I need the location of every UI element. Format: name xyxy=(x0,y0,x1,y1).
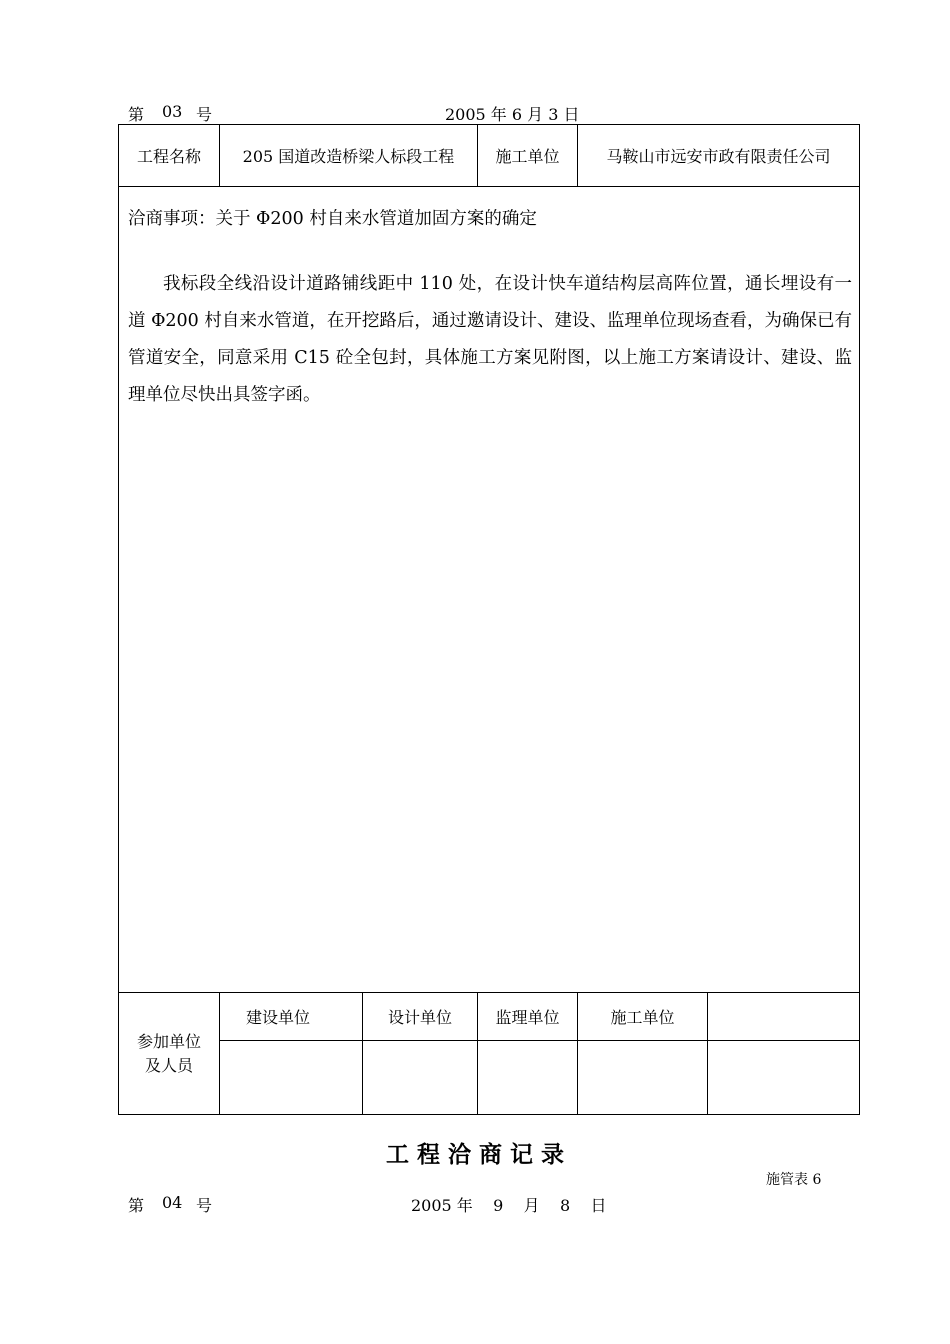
negotiation-subject: 洽商事项：关于 Φ200 村自来水管道加固方案的确定 xyxy=(128,209,537,229)
row-divider xyxy=(119,186,859,187)
participants-label-line2: 及人员 xyxy=(144,1055,193,1075)
signature-cell-contractor xyxy=(578,1041,707,1114)
party-header-designer: 设计单位 xyxy=(387,1008,452,1027)
project-name-label: 工程名称 xyxy=(136,147,201,166)
record-number: 04 xyxy=(162,1193,183,1212)
signature-cell-owner xyxy=(220,1041,362,1114)
participants-label-line1: 参加单位 xyxy=(136,1031,201,1051)
record-date: 2005 年 6 月 3 日 xyxy=(445,105,580,124)
signature-cell-supervisor xyxy=(478,1041,577,1114)
party-header-blank xyxy=(708,993,859,1040)
project-name-value: 205 国道改造桥梁人标段工程 xyxy=(242,147,455,166)
signature-cell-blank xyxy=(708,1041,859,1114)
record-number-prefix: 第 xyxy=(128,105,145,124)
party-header-contractor: 施工单位 xyxy=(610,1008,675,1027)
party-header-owner: 建设单位 xyxy=(246,1008,311,1027)
form-code: 施管表 6 xyxy=(766,1172,822,1188)
party-header-supervisor: 监理单位 xyxy=(495,1008,560,1027)
record-number-suffix: 号 xyxy=(196,1196,213,1215)
record-date: 2005 年 9 月 8 日 xyxy=(411,1196,607,1215)
contractor-label: 施工单位 xyxy=(495,147,560,166)
record-number: 03 xyxy=(162,102,183,121)
contractor-value: 马鞍山市远安市政有限责任公司 xyxy=(606,147,831,166)
participants-label xyxy=(119,993,219,1114)
signature-cell-designer xyxy=(363,1041,477,1114)
negotiation-record-table xyxy=(118,124,860,1115)
negotiation-body: 我标段全线沿设计道路铺线距中 110 处，在设计快车道结构层高阵位置，通长埋设有一道 Φ200 村自来水管道，在开挖路后，通过邀请设计、建设、监理单位现场查看，为确保已有管道安全，同意采用 C15 砼全包封，具体施工方案见附图，以上施工方案请设计、建设、监理单位尽快出具签字函。 xyxy=(128,274,852,405)
record-title: 工 程 洽 商 记 录 xyxy=(385,1142,565,1168)
record-number-suffix: 号 xyxy=(196,105,213,124)
record-number-prefix: 第 xyxy=(128,1196,145,1215)
